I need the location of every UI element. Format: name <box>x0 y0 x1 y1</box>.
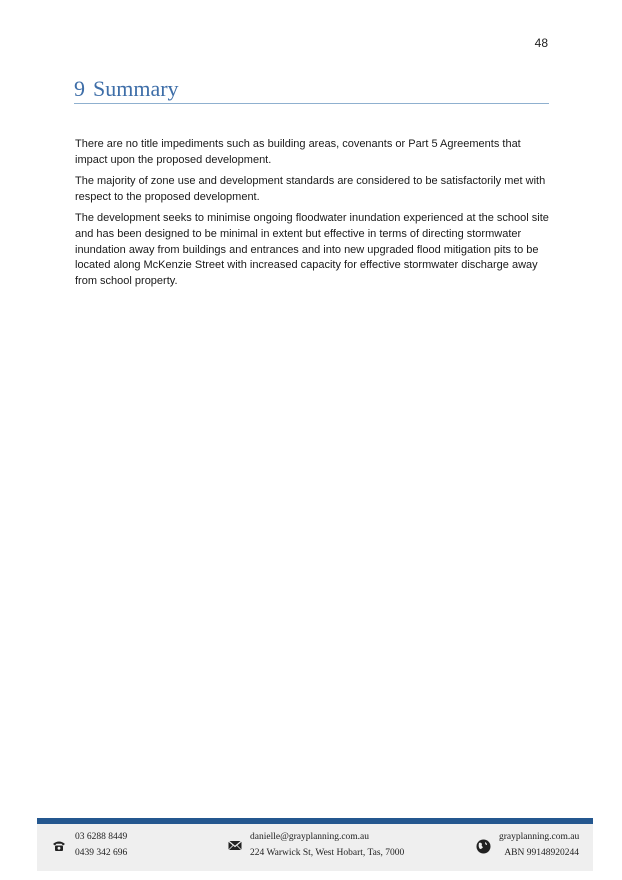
footer-abn: ABN 99148920244 <box>504 848 579 858</box>
footer-phone-block <box>75 829 127 861</box>
footer-email[interactable]: danielle@grayplanning.com.au <box>250 832 370 842</box>
paragraph: There are no title impediments such as building areas, covenants or Part 5 Agreements that impact upon the proposed development. <box>75 138 521 166</box>
footer-website[interactable]: grayplanning.com.au <box>499 832 580 842</box>
footer-phone: 03 6288 8449 <box>75 832 128 842</box>
globe-icon <box>476 839 491 857</box>
footer-web-block <box>499 829 579 861</box>
page-number: 48 <box>534 36 548 50</box>
footer <box>37 824 593 871</box>
section-heading <box>74 76 549 104</box>
footer-mobile: 0439 342 696 <box>75 848 128 858</box>
footer-contact-block <box>250 829 404 861</box>
section-title: Summary <box>93 76 179 101</box>
body-text <box>75 137 553 295</box>
paragraph: The majority of zone use and development standards are considered to be satisfactorily met with respect to the proposed development. <box>75 175 546 203</box>
section-number: 9 <box>74 76 85 101</box>
footer-address: 224 Warwick St, West Hobart, Tas, 7000 <box>250 848 405 858</box>
phone-icon <box>52 840 66 855</box>
envelope-icon <box>228 840 242 854</box>
paragraph: The development seeks to minimise ongoing floodwater inundation experienced at the school site and has been designed to be minimal in extent but effective in terms of directing stormwater inundation away from buildings and entrances and into new upgraded flood mitigation pits to be located along McKenzie Street with increased capacity for effective stormwater discharge away from school property. <box>75 212 549 287</box>
